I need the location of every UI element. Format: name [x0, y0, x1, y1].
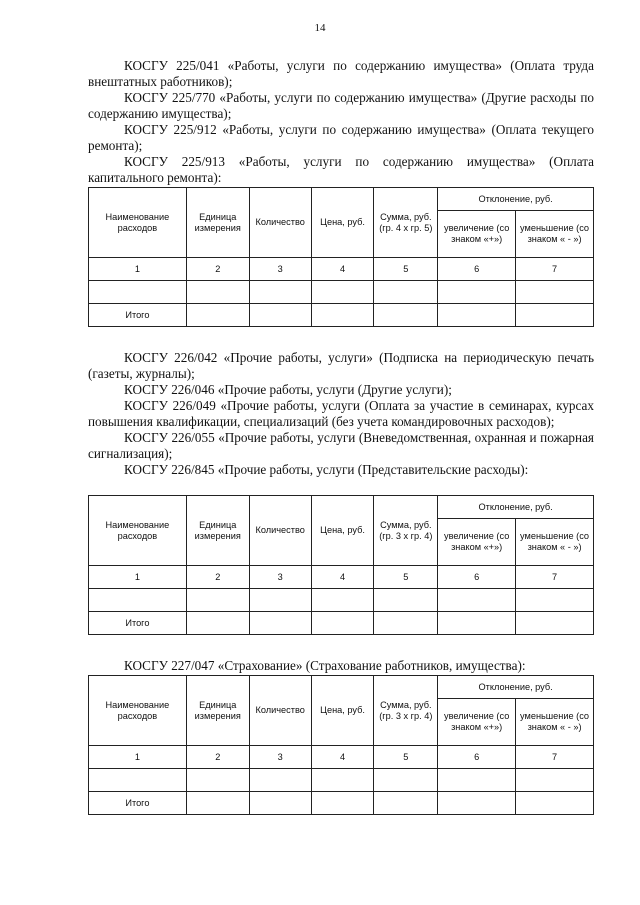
total-row [89, 792, 594, 815]
col-num: 5 [374, 258, 438, 281]
col-num: 3 [249, 746, 311, 769]
header-increase: увеличение (со знаком «+») [438, 699, 516, 746]
empty-cell [311, 792, 374, 815]
empty-cell [249, 769, 311, 792]
kosgu-225-770-line: КОСГУ 225/770 «Работы, услуги по содержанию имущества» (Другие расходы по содержанию имущества); [88, 90, 594, 121]
expense-table-225 [88, 187, 594, 327]
col-num: 6 [438, 258, 516, 281]
header-name: Наименование расходов [89, 188, 187, 258]
empty-cell [438, 612, 516, 635]
header-quantity: Количество [249, 676, 311, 746]
col-num: 7 [516, 746, 594, 769]
table-row [89, 769, 594, 792]
total-label: Итого [89, 792, 187, 815]
empty-cell [374, 281, 438, 304]
empty-cell [186, 281, 249, 304]
col-num: 3 [249, 566, 311, 589]
kosgu-226-055-line: КОСГУ 226/055 «Прочие работы, услуги (Вневедомственная, охранная и пожарная сигнализация); [88, 430, 594, 461]
table-row [89, 281, 594, 304]
header-unit: Единица измерения [186, 188, 249, 258]
col-num: 2 [186, 746, 249, 769]
column-numbers-row [89, 258, 594, 281]
column-numbers-row [89, 566, 594, 589]
header-sum: Сумма, руб. (гр. 3 х гр. 4) [374, 676, 438, 746]
empty-cell [516, 792, 594, 815]
col-num: 4 [311, 566, 374, 589]
col-num: 4 [311, 746, 374, 769]
empty-cell [249, 612, 311, 635]
empty-cell [186, 612, 249, 635]
empty-cell [374, 769, 438, 792]
kosgu-225-913-line: КОСГУ 225/913 «Работы, услуги по содержанию имущества» (Оплата капитального ремонта): [88, 154, 594, 185]
header-increase: увеличение (со знаком «+») [438, 211, 516, 258]
empty-cell [438, 281, 516, 304]
col-num: 6 [438, 746, 516, 769]
section2-text [88, 350, 594, 478]
section1-text [88, 58, 594, 186]
col-num: 2 [186, 566, 249, 589]
empty-cell [89, 589, 187, 612]
empty-cell [438, 792, 516, 815]
expense-table-227 [88, 675, 594, 815]
header-unit: Единица измерения [186, 676, 249, 746]
header-quantity: Количество [249, 188, 311, 258]
header-price: Цена, руб. [311, 188, 374, 258]
kosgu-226-042-line: КОСГУ 226/042 «Прочие работы, услуги» (Подписка на периодическую печать (газеты, журналы); [88, 350, 594, 381]
empty-cell [311, 612, 374, 635]
empty-cell [186, 769, 249, 792]
kosgu-226-049-line: КОСГУ 226/049 «Прочие работы, услуги (Оплата за участие в семинарах, курсах повышения квалификации, специализаций (без учета командировочных расходов); [88, 398, 594, 429]
empty-cell [374, 792, 438, 815]
empty-cell [311, 769, 374, 792]
header-deviation: Отклонение, руб. [438, 188, 594, 211]
col-num: 6 [438, 566, 516, 589]
header-increase: увеличение (со знаком «+») [438, 519, 516, 566]
header-decrease: уменьшение (со знаком « - ») [516, 699, 594, 746]
empty-cell [249, 589, 311, 612]
total-row [89, 612, 594, 635]
total-label: Итого [89, 304, 187, 327]
header-unit: Единица измерения [186, 496, 249, 566]
header-decrease: уменьшение (со знаком « - ») [516, 519, 594, 566]
empty-cell [89, 281, 187, 304]
empty-cell [374, 304, 438, 327]
col-num: 4 [311, 258, 374, 281]
expense-table-226 [88, 495, 594, 635]
kosgu-225-041-line: КОСГУ 225/041 «Работы, услуги по содержанию имущества» (Оплата труда внештатных работников); [88, 58, 594, 89]
empty-cell [516, 769, 594, 792]
empty-cell [374, 612, 438, 635]
col-num: 5 [374, 746, 438, 769]
header-sum: Сумма, руб. (гр. 4 х гр. 5) [374, 188, 438, 258]
header-price: Цена, руб. [311, 496, 374, 566]
empty-cell [249, 281, 311, 304]
header-sum: Сумма, руб. (гр. 3 х гр. 4) [374, 496, 438, 566]
table-row [89, 589, 594, 612]
empty-cell [516, 304, 594, 327]
empty-cell [438, 589, 516, 612]
empty-cell [249, 304, 311, 327]
header-price: Цена, руб. [311, 676, 374, 746]
col-num: 1 [89, 746, 187, 769]
col-num: 2 [186, 258, 249, 281]
total-row [89, 304, 594, 327]
page-number: 14 [314, 22, 326, 34]
col-num: 5 [374, 566, 438, 589]
empty-cell [516, 612, 594, 635]
header-name: Наименование расходов [89, 496, 187, 566]
empty-cell [186, 589, 249, 612]
kosgu-226-845-line: КОСГУ 226/845 «Прочие работы, услуги (Представительские расходы): [124, 462, 529, 477]
empty-cell [374, 589, 438, 612]
col-num: 7 [516, 566, 594, 589]
empty-cell [186, 304, 249, 327]
column-numbers-row [89, 746, 594, 769]
kosgu-227-047-line: КОСГУ 227/047 «Страхование» (Страхование работников, имущества): [124, 658, 526, 673]
col-num: 1 [89, 566, 187, 589]
empty-cell [516, 589, 594, 612]
col-num: 1 [89, 258, 187, 281]
kosgu-226-046-line: КОСГУ 226/046 «Прочие работы, услуги (Другие услуги); [124, 382, 452, 397]
header-decrease: уменьшение (со знаком « - ») [516, 211, 594, 258]
empty-cell [311, 589, 374, 612]
empty-cell [186, 792, 249, 815]
empty-cell [89, 769, 187, 792]
header-deviation: Отклонение, руб. [438, 496, 594, 519]
empty-cell [438, 769, 516, 792]
total-label: Итого [89, 612, 187, 635]
section3-text [88, 658, 594, 674]
empty-cell [249, 792, 311, 815]
col-num: 3 [249, 258, 311, 281]
empty-cell [438, 304, 516, 327]
header-name: Наименование расходов [89, 676, 187, 746]
col-num: 7 [516, 258, 594, 281]
empty-cell [311, 281, 374, 304]
kosgu-225-912-line: КОСГУ 225/912 «Работы, услуги по содержанию имущества» (Оплата текущего ремонта); [88, 122, 594, 153]
header-quantity: Количество [249, 496, 311, 566]
header-deviation: Отклонение, руб. [438, 676, 594, 699]
empty-cell [516, 281, 594, 304]
empty-cell [311, 304, 374, 327]
